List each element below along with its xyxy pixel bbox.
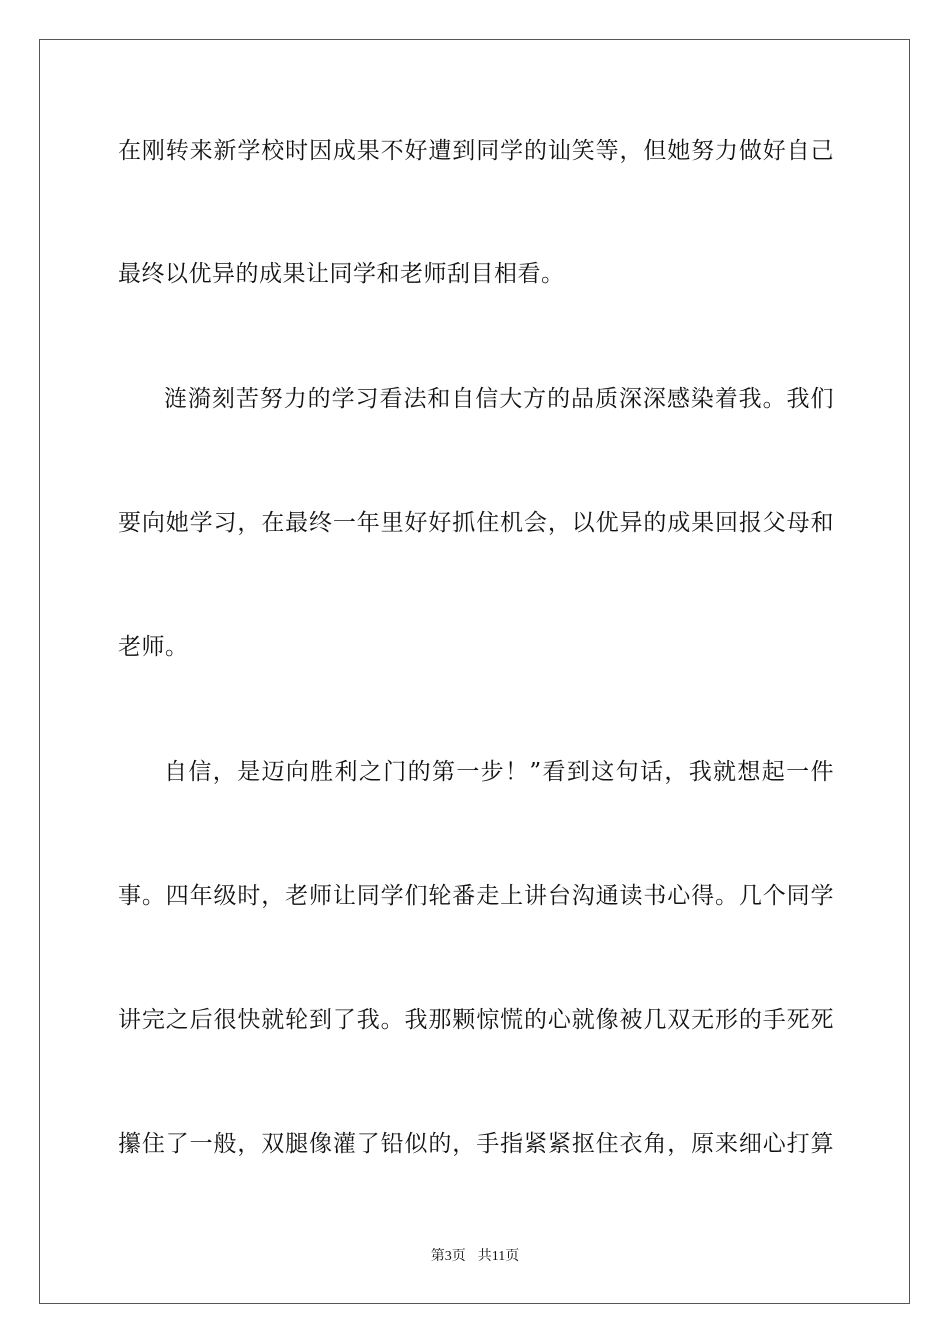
page-total: 共11页 [477, 1249, 520, 1264]
body-line-5: 老师。 [118, 634, 189, 660]
body-line-3: 涟漪刻苦努力的学习看法和自信大方的品质深深感染着我。我们 [164, 386, 834, 412]
body-line-7: 事。四年级时，老师让同学们轮番走上讲台沟通读书心得。几个同学 [118, 883, 834, 909]
page-footer [0, 1248, 950, 1266]
page-number: 第3页 [430, 1249, 466, 1264]
body-line-9: 攥住了一般，双腿像灌了铅似的，手指紧紧抠住衣角，原来细心打算 [118, 1131, 834, 1157]
body-line-1: 在刚转来新学校时因成果不好遭到同学的讪笑等，但她努力做好自己 [118, 138, 834, 164]
page-border [39, 39, 910, 1304]
body-line-8: 讲完之后很快就轮到了我。我那颗惊慌的心就像被几双无形的手死死 [118, 1007, 834, 1033]
body-line-6: 自信，是迈向胜利之门的第一步！”看到这句话，我就想起一件 [164, 759, 834, 785]
body-line-2: 最终以优异的成果让同学和老师刮目相看。 [118, 261, 565, 287]
body-line-4: 要向她学习，在最终一年里好好抓住机会，以优异的成果回报父母和 [118, 510, 834, 536]
